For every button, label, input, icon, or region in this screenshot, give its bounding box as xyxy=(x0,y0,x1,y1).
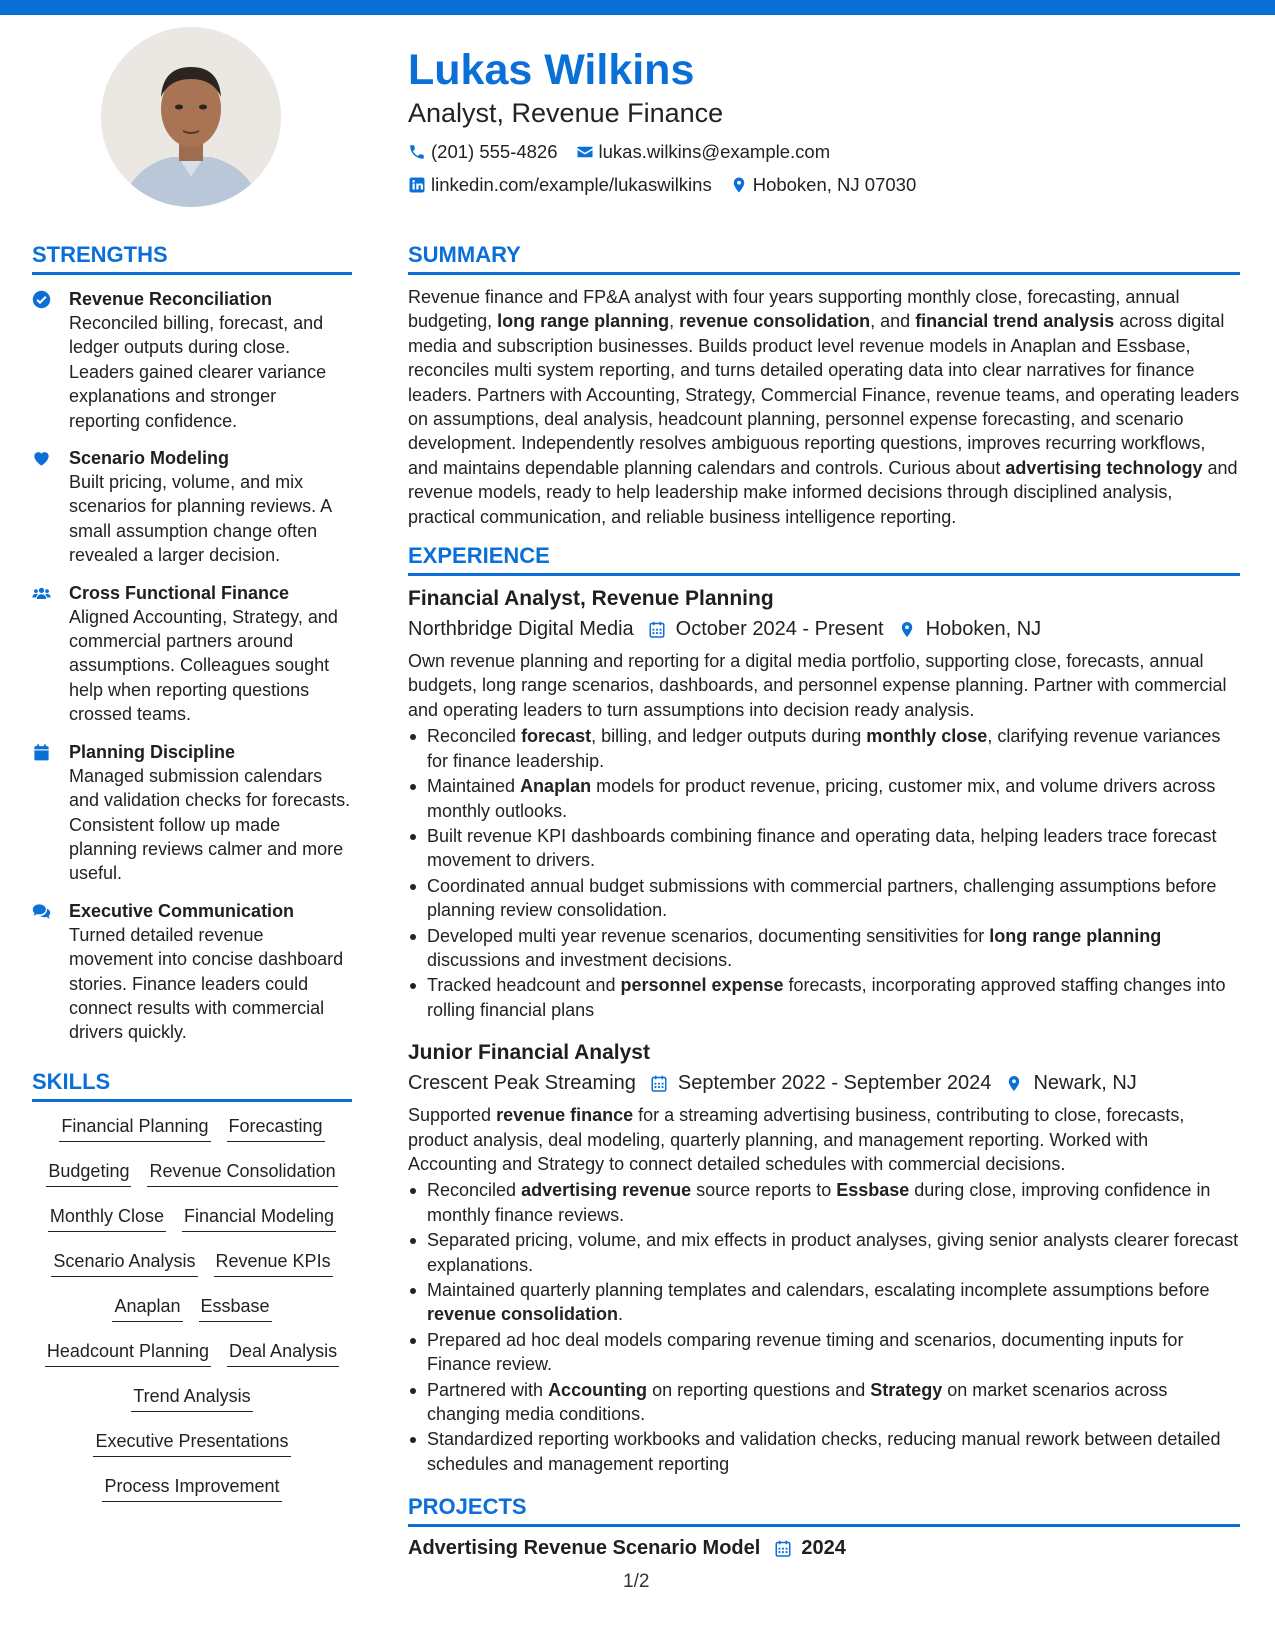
skills-row xyxy=(40,1204,344,1249)
project-entry xyxy=(408,1533,1240,1563)
calendar-icon xyxy=(32,743,51,762)
skill-tag: Forecasting xyxy=(227,1114,325,1142)
check-circle-icon xyxy=(32,290,51,309)
strength-text: Reconciled billing, forecast, and ledger outputs during close. Leaders gained clearer variance explanations and stronger reporting confidence. xyxy=(69,313,327,431)
strengths-heading: STRENGTHS xyxy=(32,241,352,275)
skills-row xyxy=(43,1249,340,1294)
job-description: Own revenue planning and reporting for a digital media portfolio, supporting close, forecasts, annual budgets, long range scenarios, dashboards, and personnel expense planning. Partner with commercial and operating leaders to turn assumptions into decision ready analysis. xyxy=(408,651,1227,720)
job-bullet: Tracked headcount and personnel expense forecasts, incorporating approved staffing changes into rolling financial plans xyxy=(408,973,1240,1022)
job-bullets xyxy=(408,724,1240,1022)
strength-item xyxy=(32,287,352,433)
skill-tag: Financial Planning xyxy=(59,1114,210,1142)
linkedin-icon xyxy=(408,176,426,194)
summary-text: Revenue finance and FP&A analyst with four years supporting monthly close, forecasting, annual budgeting, long range planning, revenue consolidation, and financial trend analysis across digital media and subscription businesses. Builds product level revenue models in Anaplan and Essbase, reconciles multi system reporting, and turns detailed operating data into clear narratives for finance leaders. Partners with Accounting, Strategy, Commercial Finance, revenue teams, and operating leaders on assumptions, deal analysis, headcount planning, personnel expense forecasting, and scenario development. Independently resolves ambiguous reporting questions, improves recurring workflows, and maintains dependable planning calendars and controls. Curious about advertising technology and revenue models, ready to help leadership make informed decisions through disciplined analysis, practical communication, and reliable business intelligence reporting. xyxy=(408,287,1240,527)
strength-title: Revenue Reconciliation xyxy=(69,289,273,309)
skill-tag: Scenario Analysis xyxy=(51,1249,197,1277)
skill-tag: Essbase xyxy=(199,1294,272,1322)
job-bullets xyxy=(408,1178,1240,1476)
job-title: Junior Financial Analyst xyxy=(408,1041,650,1065)
experience-heading: EXPERIENCE xyxy=(408,542,1240,576)
summary-heading: SUMMARY xyxy=(408,241,1240,275)
skills-row xyxy=(37,1339,347,1384)
comments-icon xyxy=(32,902,51,921)
skill-tag: Trend Analysis xyxy=(131,1384,252,1412)
skill-tag: Executive Presentations xyxy=(93,1429,290,1457)
job-entry xyxy=(408,1038,1240,1476)
job-location-text: Newark, NJ xyxy=(1033,1072,1137,1095)
strength-text: Aligned Accounting, Strategy, and commercial partners around assumptions. Colleagues sought help when reporting questions crossed teams. xyxy=(69,606,338,725)
job-location-text: Hoboken, NJ xyxy=(925,618,1042,641)
heart-icon xyxy=(32,449,51,468)
phone-icon xyxy=(408,143,426,161)
email-contact[interactable] xyxy=(576,141,831,163)
strength-title: Planning Discipline xyxy=(69,741,236,762)
skill-tag: Monthly Close xyxy=(48,1204,166,1232)
job-dates xyxy=(648,613,884,645)
skills-row xyxy=(51,1114,332,1159)
project-year: 2024 xyxy=(801,1537,846,1560)
project-title: Advertising Revenue Scenario Model xyxy=(408,1537,761,1560)
job-location xyxy=(1005,1067,1136,1099)
job-location xyxy=(898,613,1042,645)
profile-photo xyxy=(101,27,281,207)
skills-list xyxy=(32,1114,352,1519)
job-dates xyxy=(650,1067,992,1099)
company-name: Northbridge Digital Media xyxy=(408,618,634,641)
skill-tag: Revenue Consolidation xyxy=(147,1159,337,1187)
users-icon xyxy=(32,584,51,603)
strength-item xyxy=(32,899,352,1045)
strength-item xyxy=(32,740,352,886)
skills-row xyxy=(123,1384,260,1429)
map-pin-icon xyxy=(898,620,916,639)
calendar-icon xyxy=(650,1074,668,1093)
skill-tag: Budgeting xyxy=(46,1159,131,1187)
linkedin-contact[interactable] xyxy=(408,174,712,196)
job-bullet: Coordinated annual budget submissions with commercial partners, challenging assumptions before planning review consolidation. xyxy=(408,874,1240,923)
projects-heading: PROJECTS xyxy=(408,1493,1240,1527)
skill-tag: Anaplan xyxy=(112,1294,182,1322)
envelope-icon xyxy=(576,143,594,161)
job-bullet: Maintained Anaplan models for product revenue, pricing, customer mix, and volume drivers across monthly outlooks. xyxy=(408,774,1240,823)
skills-row xyxy=(38,1159,345,1204)
contact-row-2 xyxy=(408,169,1238,200)
job-description: Supported revenue finance for a streaming advertising business, contributing to close, forecasts, product analysis, deal modeling, quarterly planning, and management reporting. Worked with Accounting and Strategy to connect detailed schedules with commercial decisions. xyxy=(408,1105,1185,1174)
job-bullet: Prepared ad hoc deal models comparing revenue timing and scenarios, documenting inputs for Finance review. xyxy=(408,1328,1240,1377)
strength-text: Turned detailed revenue movement into concise dashboard stories. Finance leaders could connect results with commercial drivers quickly. xyxy=(69,924,344,1043)
skill-tag: Financial Modeling xyxy=(182,1204,336,1232)
skill-tag: Deal Analysis xyxy=(227,1339,339,1367)
job-bullet: Reconciled advertising revenue source reports to Essbase during close, improving confidence in monthly finance reviews. xyxy=(408,1178,1240,1227)
skill-tag: Headcount Planning xyxy=(45,1339,211,1367)
linkedin-text: linkedin.com/example/lukaswilkins xyxy=(431,173,712,195)
job-bullet: Standardized reporting workbooks and validation checks, reducing manual rework between detailed schedules and management reporting xyxy=(408,1427,1240,1476)
job-bullet: Separated pricing, volume, and mix effects in product analyses, giving senior analysts clearer forecast explanations. xyxy=(408,1228,1240,1277)
job-bullet: Built revenue KPI dashboards combining finance and operating data, helping leaders trace forecast movement to drivers. xyxy=(408,824,1240,873)
location-text: Hoboken, NJ 07030 xyxy=(752,173,917,195)
skills-row xyxy=(85,1429,298,1474)
strength-text: Managed submission calendars and validation checks for forecasts. Consistent follow up made planning reviews calmer and more useful. xyxy=(69,765,351,884)
calendar-icon xyxy=(774,1539,792,1558)
map-pin-icon xyxy=(730,176,748,194)
skills-heading: SKILLS xyxy=(32,1068,352,1102)
portrait-image xyxy=(101,27,281,207)
resume-header xyxy=(408,44,1238,200)
strength-title: Scenario Modeling xyxy=(69,448,230,469)
map-pin-icon xyxy=(1005,1074,1023,1093)
contact-row-1 xyxy=(408,136,1238,167)
skills-row xyxy=(104,1294,279,1339)
email-text: lukas.wilkins@example.com xyxy=(598,140,831,162)
strength-title: Cross Functional Finance xyxy=(69,582,290,603)
candidate-title: Analyst, Revenue Finance xyxy=(408,98,724,128)
location-contact xyxy=(730,174,917,196)
job-dates-text: September 2022 - September 2024 xyxy=(677,1072,992,1095)
strength-title: Executive Communication xyxy=(69,900,295,921)
page-number: 1/2 xyxy=(623,1571,650,1592)
company-name: Crescent Peak Streaming xyxy=(408,1072,636,1095)
candidate-name: Lukas Wilkins xyxy=(408,46,695,94)
skill-tag: Process Improvement xyxy=(102,1474,281,1502)
skills-row xyxy=(94,1474,289,1519)
job-bullet: Reconciled forecast, billing, and ledger outputs during monthly close, clarifying revenue variances for finance leadership. xyxy=(408,724,1240,773)
job-meta xyxy=(408,613,1240,645)
phone-text: (201) 555-4826 xyxy=(431,140,558,162)
skill-tag: Revenue KPIs xyxy=(214,1249,333,1277)
calendar-icon xyxy=(648,620,666,639)
right-column xyxy=(408,241,1240,1563)
top-accent-bar xyxy=(0,0,1275,15)
job-entry xyxy=(408,584,1240,1022)
job-meta xyxy=(408,1067,1240,1099)
strength-item xyxy=(32,581,352,727)
phone-contact[interactable] xyxy=(408,141,558,163)
left-column xyxy=(32,241,352,1519)
strength-text: Built pricing, volume, and mix scenarios for planning reviews. A small assumption change often revealed a larger decision. xyxy=(69,472,332,566)
strengths-list xyxy=(32,287,352,1045)
job-title: Financial Analyst, Revenue Planning xyxy=(408,587,774,611)
job-bullet: Partnered with Accounting on reporting questions and Strategy on market scenarios across changing media conditions. xyxy=(408,1378,1240,1427)
job-bullet: Developed multi year revenue scenarios, documenting sensitivities for long range planning discussions and investment decisions. xyxy=(408,924,1240,973)
job-dates-text: October 2024 - Present xyxy=(675,618,884,641)
strength-item xyxy=(32,446,352,568)
job-bullet: Maintained quarterly planning templates and calendars, escalating incomplete assumptions before revenue consolidation. xyxy=(408,1278,1240,1327)
